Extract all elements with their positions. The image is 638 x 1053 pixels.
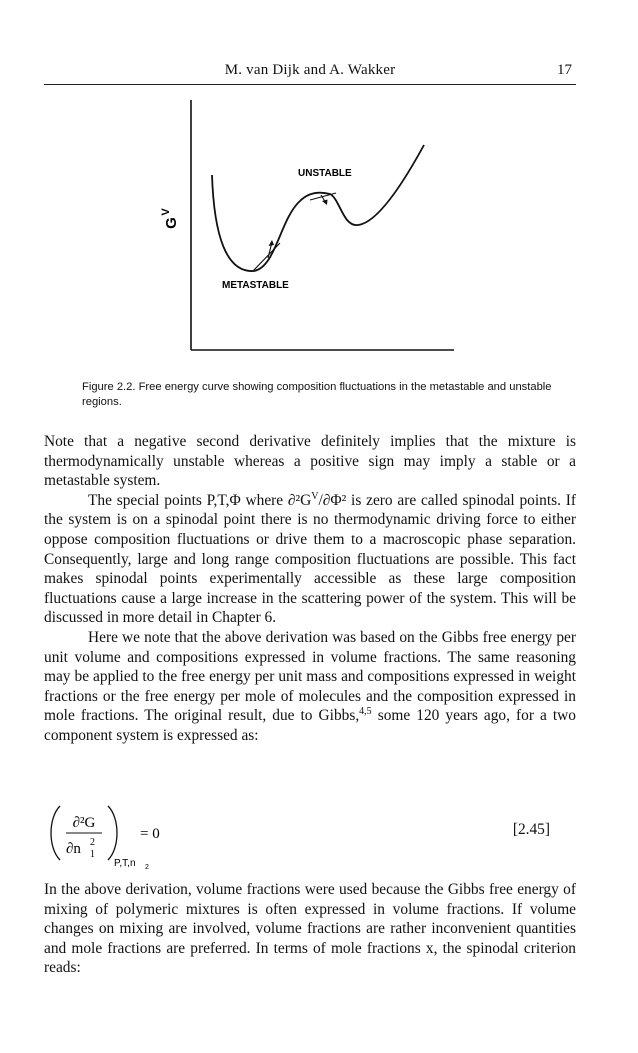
right-paren <box>108 806 117 860</box>
paragraph-2-superscript: V <box>311 490 319 502</box>
header-authors: M. van Dijk and A. Wakker <box>224 62 396 78</box>
figure-caption: Figure 2.2. Free energy curve showing composition fluctuations in the metastable and unstable regions. <box>82 381 552 408</box>
page-number: 17 <box>557 62 572 78</box>
eq-denominator-subscript: 1 <box>90 849 95 860</box>
y-axis-label-superscript: V <box>160 208 172 216</box>
free-energy-figure <box>150 95 470 365</box>
metastable-chord <box>253 243 280 271</box>
free-energy-plot <box>150 95 470 365</box>
paragraph-1: Note that a negative second derivative definitely implies that the mixture is thermodynamically unstable whereas a positive sign may imply a stable or a metastable system. <box>44 433 576 490</box>
running-header <box>44 62 576 85</box>
metastable-arrow-head <box>269 240 275 246</box>
unstable-arrow-head <box>322 200 328 206</box>
y-axis-label-text: G <box>163 217 180 229</box>
free-energy-curve <box>212 145 424 271</box>
left-paren <box>51 806 60 860</box>
eq-subscript-sub: 2 <box>145 864 149 870</box>
eq-subscript: P,T,n <box>114 858 136 869</box>
body-text-continued <box>44 880 576 978</box>
paragraph-2 <box>44 491 576 628</box>
citation-superscript: 4,5 <box>359 706 372 718</box>
eq-rhs: = 0 <box>140 826 160 842</box>
eq-numerator: ∂²G <box>72 815 96 831</box>
paragraph-4: In the above derivation, volume fractions were used because the Gibbs free energy of mixing of polymeric mixtures is often expressed in volume fractions. If volume changes on mixing are involved, volume fractions are rather inconvenient quantities and mole fractions are preferred. In terms of mole fractions x, the spinodal criterion reads: <box>44 881 576 977</box>
eq-denominator-superscript: 2 <box>90 837 95 848</box>
paragraph-3-part-b: some 120 years ago, for a two component system is expressed as: <box>44 707 576 744</box>
equation-2-45 <box>44 800 576 870</box>
paragraph-2-part-b: /∂Φ² is zero are called spinodal points. If the system is on a spinodal point there is no thermodynamic driving force to either oppose composition fluctuations or drive them to a macroscopic phase separation. Consequently, large and long range composition fluctuations are possible. This fact makes spinodal points experimentally accessible as these large composition fluctuations cause a large increase in the scattering power of the system. This will be discussed in more detail in Chapter 6. <box>44 491 576 627</box>
equation-graphic <box>44 800 344 870</box>
label-unstable: UNSTABLE <box>298 168 352 179</box>
equation-number: [2.45] <box>512 821 550 838</box>
paragraph-3 <box>44 628 576 746</box>
label-metastable: METASTABLE <box>222 280 289 291</box>
eq-denominator: ∂n <box>66 841 81 857</box>
paragraph-2-part-a: The special points P,T,Φ where ∂²G <box>88 491 312 509</box>
body-text <box>44 432 576 746</box>
y-axis-label <box>160 208 180 229</box>
paragraph-3-part-a: Here we note that the above derivation was based on the Gibbs free energy per unit volume and compositions expressed in volume fractions. The same reasoning may be applied to the free energy per unit mass and compositions expressed in weight fractions or the free energy per mole of molecules and the composition expressed in mole fractions. The original result, due to Gibbs, <box>44 628 576 725</box>
